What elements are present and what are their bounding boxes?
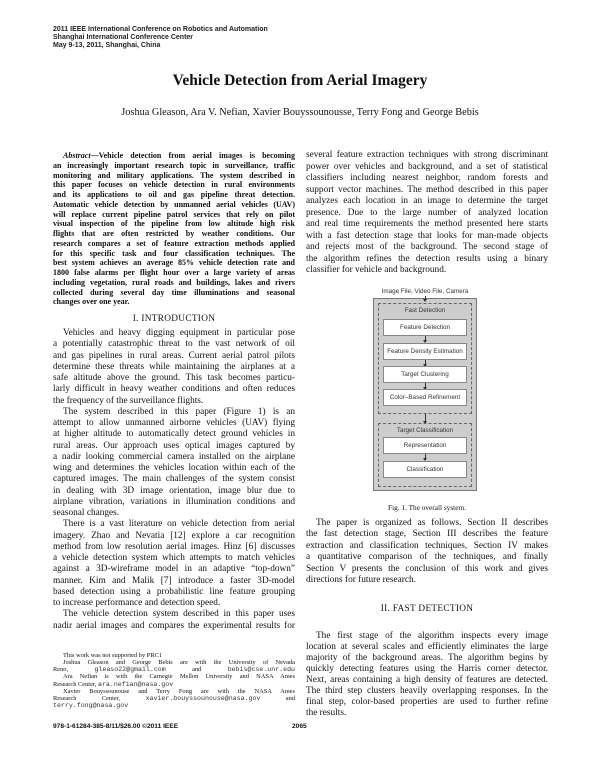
abstract-text: changes over one year.: [53, 297, 130, 307]
abstract-text: monitoring and military applications. The system described in: [53, 170, 295, 180]
abstract-line: [53, 171, 295, 181]
abstract-text: an increasingly important research topic in surveillance, traffic: [53, 160, 295, 170]
paper-title: Vehicle Detection from Aerial Imagery: [172, 72, 428, 89]
figure-caption: Fig. 1. The overall system.: [388, 503, 466, 512]
text-line: The paper is organized as follows. Section II describes: [316, 518, 548, 528]
abstract-line: [53, 297, 295, 307]
text-line: Vehicles and heavy digging equipment in particular pose: [63, 328, 295, 338]
page-number: 2065: [292, 723, 307, 730]
abstract-text: —Vehicle detection from aerial images is becoming: [90, 151, 295, 160]
text-line: the algorithm refines the detection results using a binary: [306, 253, 548, 264]
text-line: wing and determines the vehicles location within each of the: [53, 463, 295, 473]
abstract-line: [53, 161, 295, 171]
text-line: quickly detecting features using the Harris corner detector.: [306, 663, 548, 674]
step-feature-detection: Feature Detection: [383, 319, 467, 336]
step-feature-density-estimation: Feature Density Estimation: [383, 343, 467, 360]
introduction-body: [53, 328, 295, 632]
fast-detection-group: [378, 303, 472, 414]
abstract-text: and its applications to oil and gas pipeline threat detection.: [53, 190, 295, 199]
abstract-line: [53, 288, 295, 298]
arrow-icon: [425, 454, 426, 460]
paragraph: [53, 328, 295, 407]
paragraph: [53, 609, 295, 632]
text-line: captured images. The main challenges of the system consist: [53, 474, 295, 485]
text-line: at higher altitude to automatically detect ground vehicles in: [53, 429, 295, 440]
section-heading-introduction: I. INTRODUCTION: [132, 314, 216, 324]
text-line: The vehicle detection system described in this paper uses: [63, 609, 295, 620]
text-line: The first stage of the algorithm inspects every image: [316, 631, 548, 641]
abstract-text: research compares a set of feature extraction methods applied: [53, 238, 295, 248]
text-line: a potentially catastrophic threat to the vast network of oil: [53, 339, 295, 350]
text-line: and rejects most of the background. The second stage of: [306, 242, 548, 253]
abstract-text: including vegetation, rural roads and buildings, lakes and rivers: [53, 277, 295, 287]
text-line: determine these threats while maintaining the airplanes at a: [53, 361, 295, 372]
abstract-line: [53, 278, 295, 288]
text-line: final step, color-based properties are used to further refine: [306, 696, 548, 707]
isbn-copyright: 978-1-61284-385-8/11/$26.00 ©2011 IEEE: [53, 723, 179, 730]
step-representation: Representation: [383, 437, 467, 454]
abstract-line: [53, 239, 295, 249]
text-line: support vector machines. The method described in this paper: [306, 184, 548, 195]
abstract-label: Abstract: [63, 151, 91, 160]
author-list: Joshua Gleason, Ara V. Nefian, Xavier Bouyssounousse, Terry Fong and George Bebis: [121, 107, 479, 118]
text-line: seasonal changes.: [53, 508, 120, 518]
text-line: analyzes each location in an image to determine the target: [306, 196, 548, 207]
text-line: manner. Kim and Malik [7] introduce a faster 3D-model: [53, 575, 295, 586]
section-heading-fast-detection: II. FAST DETECTION: [380, 604, 474, 614]
text-line: classifiers including nearest neighbor, random forests and: [306, 173, 548, 184]
text-line: location at several scales and efficiently eliminates the large: [306, 641, 548, 652]
footnote-line: [53, 673, 295, 680]
text-line: and real time requirements the method presented here starts: [306, 219, 548, 230]
text-line: with a fast detection stage that looks for man-made objects: [306, 230, 548, 241]
abstract-text: visual inspection of the pipeline from low altitude high risk: [53, 219, 295, 229]
abstract-line: [53, 190, 295, 200]
footnote-line: [53, 659, 295, 666]
abstract-text: for this specific task and four classification techniques. The: [53, 248, 295, 258]
email-address: xavier.bouyssounouse@nasa.gov: [145, 694, 261, 702]
fast-detection-body: [306, 631, 548, 719]
abstract-line: [53, 249, 295, 259]
conference-date: May 9-13, 2011, Shanghai, China: [53, 42, 161, 49]
text-line: directions for future research.: [306, 575, 416, 586]
footnotes: [53, 652, 295, 709]
footnote-text: Research Center,: [53, 694, 146, 702]
abstract-line: [53, 151, 295, 161]
abstract-text: will replace current pipeline patrol services that rely on pilot: [53, 209, 295, 219]
abstract-text: this paper focuses on vehicle detection in rural environments: [53, 180, 295, 190]
email-address: bebis@cse.unr.edu: [227, 666, 295, 674]
abstract-line: [53, 219, 295, 229]
text-line: majority of the background areas. The algorithm begins by: [306, 652, 548, 663]
text-line: the fast detection stage, Section III describes the feature: [306, 529, 548, 540]
abstract-text: collected during several day time illuminations and seasonal: [53, 287, 295, 297]
text-line: the frequency of the surveillance flights.: [53, 395, 204, 406]
footnote-text: and: [165, 666, 228, 674]
text-line: larly difficult in heavy weather conditions and often reduces: [53, 384, 295, 395]
system-diagram: [373, 298, 477, 491]
paragraph: [53, 407, 295, 520]
text-line: method from low resolution aerial images. Hinz [6] discusses: [53, 541, 295, 552]
abstract-text: 1800 false alarms per flight hour over a large variety of areas: [53, 268, 295, 277]
target-classification-label: Target Classification: [396, 427, 454, 434]
text-line: in dealing with 3D image orientation, image blur due to: [53, 485, 295, 496]
introduction-continuation: [306, 150, 548, 277]
abstract-line: [53, 229, 295, 239]
step-color-based-refinement: Color–Based Refinement: [383, 389, 467, 406]
conference-name: 2011 IEEE International Conference on Robotics and Automation: [53, 26, 268, 33]
text-line: airplane vibration, variations in illumination conditions and: [53, 496, 295, 507]
text-line: attempt to allow unmanned airborne vehicles (UAV) flying: [53, 418, 295, 428]
text-line: and gas pipelines in rural areas. Current aerial patrol pilots: [53, 350, 295, 361]
text-line: safe altitude above the ground. This task becomes particu-: [53, 373, 295, 383]
footnote-text: Ara Nefian is with the Carnegie Mellon University and NASA Ames: [63, 673, 295, 681]
target-classification-group: [378, 423, 472, 487]
text-line: based detection using a probabilistic line feature grouping: [53, 586, 295, 597]
text-line: Section V presents the conclusion of this work and gives: [306, 563, 548, 574]
email-address: terry.fong@nasa.gov: [53, 702, 129, 710]
text-line: a quantitative comparison of the techniques, and finally: [306, 552, 548, 563]
figure-input-label: Image File, Video File, Camera: [381, 288, 469, 295]
text-line: rural areas. Our approach uses optical images captured by: [53, 440, 295, 451]
fast-detection-label: Fast Detection: [404, 307, 446, 314]
step-classification: Classification: [383, 461, 467, 478]
footnote-text: This work was not supported by PRC1: [63, 652, 163, 659]
abstract-text: best system achieves an average 85% vehicle detection rate and: [53, 258, 295, 268]
footnote-line: [53, 702, 295, 709]
footnote-text: Research Center,: [53, 680, 98, 688]
text-line: a nadir looking commercial camera installed on the airplane: [53, 451, 295, 462]
paper-organization: [306, 518, 548, 586]
footnote-line: [53, 695, 295, 702]
email-address: ara.nefian@nasa.gov: [98, 680, 174, 688]
footnote-text: Xavier Bouyssounouse and Terry Fong are with the NASA Ames: [63, 687, 295, 695]
text-line: presence. Due to the large number of analyzed location: [306, 207, 548, 218]
footnote-text: Joshua Gleason and George Bebis are with the University of Nevada: [63, 659, 295, 667]
text-line: a vehicle detection system which attempts to match vehicles: [53, 553, 295, 563]
text-line: imagery. Zhao and Nevatia [12] explore a car recognition: [53, 530, 295, 541]
text-line: against a 3D-wireframe model in an adaptive “top-down”: [53, 564, 295, 575]
abstract-text: flights that are often restricted by weather conditions. Our: [53, 229, 295, 238]
conference-header: [53, 26, 268, 50]
text-line: extraction and classification techniques, Section IV makes: [306, 540, 548, 551]
arrow-icon: [425, 414, 426, 423]
email-address: gleaso22@gmail.com: [94, 666, 166, 674]
step-target-clustering: Target Clustering: [383, 366, 467, 383]
arrow-icon: [425, 296, 426, 301]
footnote-line: [53, 652, 295, 659]
footnote-line: [53, 688, 295, 695]
paragraph: [53, 519, 295, 609]
text-line: to increase performance and detection speed.: [53, 598, 221, 608]
footnote-line: [53, 681, 295, 688]
arrow-icon: [425, 336, 426, 342]
text-line: classifier for vehicle and background.: [306, 265, 447, 276]
text-line: power over vehicles and background, and a set of statistical: [306, 161, 548, 172]
abstract-line: [53, 268, 295, 278]
footnote-text: Reno,: [53, 666, 95, 674]
abstract-text: Automatic vehicle detection by unmanned aerial vehicles (UAV): [53, 199, 295, 209]
text-line: The third step clusters heavily overlapping responses. In the: [306, 685, 548, 696]
text-line: nadir aerial images and compares the experimental results for: [53, 620, 295, 631]
abstract-line: [53, 210, 295, 220]
abstract-line: [53, 200, 295, 210]
footnote-line: [53, 666, 295, 673]
footnote-text: and: [260, 694, 295, 702]
text-line: several feature extraction techniques with strong discriminant: [306, 150, 548, 160]
text-line: There is a vast literature on vehicle detection from aerial: [63, 519, 295, 530]
abstract: [53, 151, 295, 307]
abstract-line: [53, 180, 295, 190]
conference-venue: Shanghai International Conference Center: [53, 34, 194, 41]
text-line: the results.: [306, 707, 347, 718]
abstract-line: [53, 258, 295, 268]
text-line: The system described in this paper (Figure 1) is an: [63, 406, 295, 417]
text-line: Next, areas containing a high density of features are detected.: [306, 674, 548, 685]
